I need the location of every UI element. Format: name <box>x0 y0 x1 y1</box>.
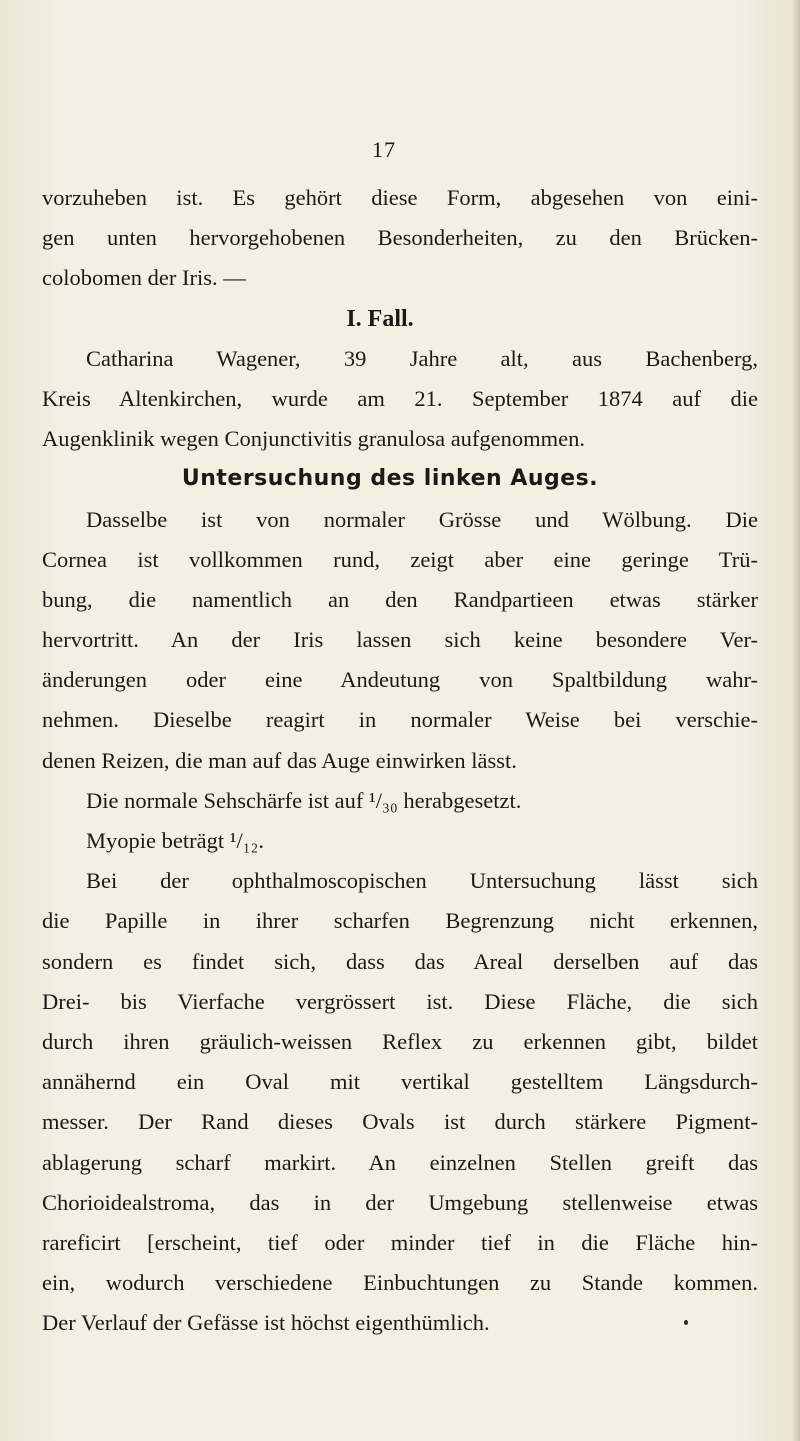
section-subheading: Untersuchung des linken Auges. <box>181 466 599 492</box>
text-line: Die normale Sehschärfe ist auf ¹/₃₀ herabgesetzt. <box>86 787 522 813</box>
text-line: Der Verlauf der Gefässe ist höchst eigenthümlich. <box>42 1310 490 1336</box>
text-line: vorzuheben ist. Es gehört diese Form, abgesehen von eini- <box>42 185 758 210</box>
text-line: Augenklinik wegen Conjunctivitis granulosa aufgenommen. <box>42 426 586 452</box>
text-line: sondern es findet sich, dass das Areal derselben auf das <box>42 948 758 974</box>
case-heading: I. Fall. <box>346 305 414 332</box>
text-line: Cornea ist vollkommen rund, zeigt aber eine geringe Trü- <box>42 546 758 572</box>
text-line: colobomen der Iris. — <box>42 265 246 291</box>
text-line: hervortritt. An der Iris lassen sich keine besondere Ver- <box>42 627 758 653</box>
text-line: die Papille in ihrer scharfen Begrenzung nicht erkennen, <box>42 908 758 934</box>
text-line: Drei- bis Vierfache vergrössert ist. Diese Fläche, die sich <box>42 988 758 1014</box>
page-number: 17 <box>372 137 396 162</box>
text-line: Bei der ophthalmoscopischen Untersuchung lässt sich <box>86 868 758 894</box>
text-line: Dasselbe ist von normaler Grösse und Wölbung. Die <box>86 506 758 532</box>
text-line: annähernd ein Oval mit vertikal gestelltem Längsdurch- <box>42 1069 758 1095</box>
text-line: ablagerung scharf markirt. An einzelnen Stellen greift das <box>42 1149 758 1175</box>
text-line: Myopie beträgt ¹/₁₂. <box>86 828 265 853</box>
text-line: änderungen oder eine Andeutung von Spaltbildung wahr- <box>42 667 758 693</box>
text-line: Kreis Altenkirchen, wurde am 21. September 1874 auf die <box>42 385 758 411</box>
body-text <box>42 178 758 1343</box>
ink-dot <box>684 1320 688 1325</box>
text-line: bung, die namentlich an den Randpartieen etwas stärker <box>42 586 758 612</box>
text-line: nehmen. Dieselbe reagirt in normaler Weise bei verschie- <box>42 707 758 733</box>
text-line: denen Reizen, die man auf das Auge einwirken lässt. <box>42 747 517 773</box>
text-line: messer. Der Rand dieses Ovals ist durch stärkere Pigment- <box>42 1109 758 1135</box>
text-line: gen unten hervorgehobenen Besonderheiten, zu den Brücken- <box>42 225 758 251</box>
text-line: durch ihren gräulich-weissen Reflex zu erkennen gibt, bildet <box>42 1028 758 1054</box>
text-line: Catharina Wagener, 39 Jahre alt, aus Bachenberg, <box>86 345 758 371</box>
page-edge-shadow <box>792 0 800 1441</box>
text-line: rareficirt [erscheint, tief oder minder tief in die Fläche hin- <box>42 1229 758 1255</box>
text-line: Chorioidealstroma, das in der Umgebung stellenweise etwas <box>42 1189 758 1215</box>
text-line: ein, wodurch verschiedene Einbuchtungen zu Stande kommen. <box>42 1270 758 1296</box>
